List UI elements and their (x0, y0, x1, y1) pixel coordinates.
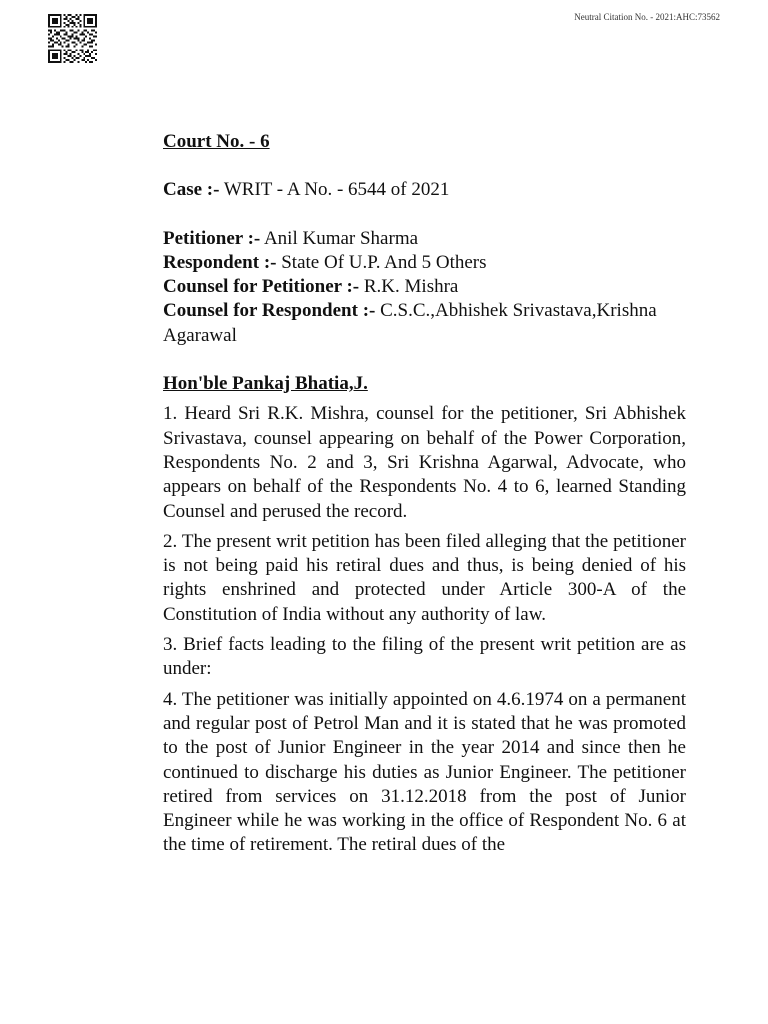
counsel-respondent-line (163, 299, 686, 348)
respondent-label: Respondent :- (163, 251, 277, 273)
petitioner-label: Petitioner :- (163, 227, 261, 249)
counsel-petitioner-value: R.K. Mishra (359, 276, 459, 298)
judgment-body (163, 130, 686, 864)
judge-name: Hon'ble Pankaj Bhatia,J. (163, 373, 368, 395)
case-value: WRIT - A No. - 6544 of 2021 (219, 179, 450, 201)
respondent-line (163, 251, 686, 275)
paragraph-4: 4. The petitioner was initially appointed on 4.6.1974 on a permanent and regular post of Petrol Man and it is stated that he was promoted to the post of Junior Engineer in the year 2014 and since then he continued to discharge his duties as Junior Engineer. The petitioner retired from services on 31.12.2018 from the post of Junior Engineer while he was working in the office of Respondent No. 6 at the time of retirement. The retiral dues of the (163, 688, 686, 856)
counsel-respondent-value: C.S.C.,Abhishek Srivastava,Krishna Agarawal (163, 300, 657, 346)
parties-block (163, 227, 686, 348)
qr-code-icon (48, 14, 97, 63)
paragraph-3: 3. Brief facts leading to the filing of the present writ petition are as under: (163, 634, 686, 680)
paragraph-1: 1. Heard Sri R.K. Mishra, counsel for the petitioner, Sri Abhishek Srivastava, counsel appearing on behalf of the Power Corporation, Respondents No. 2 and 3, Sri Krishna Agarwal, Advocate, who appears on behalf of the Respondents No. 4 to 6, learned Standing Counsel and perused the record. (163, 403, 686, 522)
petitioner-value: Anil Kumar Sharma (260, 227, 419, 249)
petitioner-line (163, 227, 686, 251)
case-line (163, 178, 686, 202)
counsel-petitioner-label: Counsel for Petitioner :- (163, 276, 360, 298)
paragraph-2: 2. The present writ petition has been filed alleging that the petitioner is not being paid his retiral dues and thus, is being denied of his rights enshrined and protected under Article 300-A of the Constitution of India without any authority of law. (163, 530, 686, 625)
counsel-petitioner-line (163, 275, 686, 299)
court-number: Court No. - 6 (163, 131, 270, 152)
case-label: Case :- (163, 179, 220, 201)
counsel-respondent-label: Counsel for Respondent :- (163, 300, 376, 322)
neutral-citation: Neutral Citation No. - 2021:AHC:73562 (574, 12, 720, 22)
respondent-value: State Of U.P. And 5 Others (276, 251, 487, 273)
